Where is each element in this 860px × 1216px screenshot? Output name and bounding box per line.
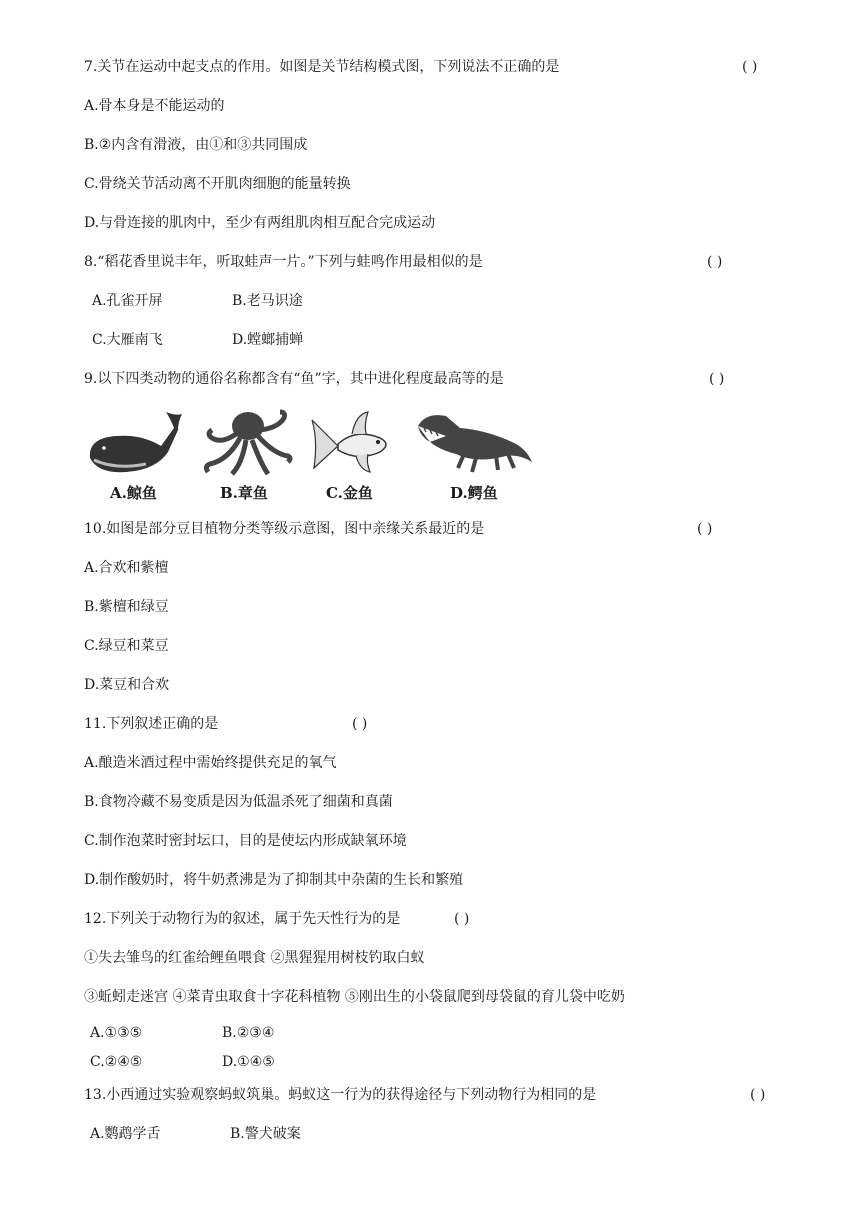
q13-answer-paren: ( ) (750, 1087, 766, 1103)
q9-caption-d: D.鳄鱼 (450, 484, 498, 502)
q10-option-d: D.菜豆和合欢 (84, 677, 170, 693)
q11-option-a: A.酿造米酒过程中需始终提供充足的氧气 (84, 755, 337, 771)
q8-option-a: A.孔雀开屏 (92, 293, 163, 309)
q8-answer-paren: ( ) (707, 254, 723, 270)
q13-stem: 13.小西通过实验观察蚂蚁筑巢。蚂蚁这一行为的获得途径与下列动物行为相同的是 (84, 1087, 597, 1103)
q12-option-d: D.①④⑤ (222, 1054, 275, 1070)
q10-stem: 10.如图是部分豆目植物分类等级示意图，图中亲缘关系最近的是 (84, 521, 485, 537)
q11-stem: 11.下列叙述正确的是 (84, 716, 219, 732)
q7-option-c: C.骨绕关节活动离不开肌肉细胞的能量转换 (84, 176, 351, 192)
q12-statements-1: ①失去雏鸟的红雀给鲤鱼喂食 ②黑猩猩用树枝钓取白蚁 (84, 950, 425, 966)
q7-answer-paren: ( ) (742, 59, 758, 75)
q9-animal-figure (84, 404, 544, 504)
q9-answer-paren: ( ) (709, 371, 725, 387)
octopus-icon (202, 404, 294, 480)
q13-option-b: B.警犬破案 (230, 1126, 301, 1142)
q7-option-b: B.②内含有滑液，由①和③共同围成 (84, 137, 308, 153)
q7-option-a: A.骨本身是不能运动的 (84, 98, 225, 114)
q11-answer-paren: ( ) (352, 716, 368, 732)
q12-answer-paren: ( ) (454, 911, 470, 927)
q12-option-c: C.②④⑤ (90, 1054, 143, 1070)
q12-option-b: B.②③④ (222, 1025, 275, 1041)
q9-caption-b: B.章鱼 (220, 484, 268, 502)
q8-option-d: D.螳螂捕蝉 (232, 332, 304, 348)
q11-option-d: D.制作酸奶时，将牛奶煮沸是为了抑制其中杂菌的生长和繁殖 (84, 872, 464, 888)
q11-option-b: B.食物冷藏不易变质是因为低温杀死了细菌和真菌 (84, 794, 393, 810)
q10-option-c: C.绿豆和菜豆 (84, 638, 169, 654)
q7-stem: 7.关节在运动中起支点的作用。如图是关节结构模式图，下列说法不正确的是 (84, 59, 560, 75)
q7-option-d: D.与骨连接的肌肉中，至少有两组肌肉相互配合完成运动 (84, 215, 436, 231)
q8-option-b: B.老马识途 (232, 293, 303, 309)
q10-answer-paren: ( ) (697, 521, 713, 537)
crocodile-icon (416, 406, 534, 478)
q12-option-a: A.①③⑤ (90, 1025, 143, 1041)
q10-option-b: B.紫檀和绿豆 (84, 599, 169, 615)
q12-statements-2: ③蚯蚓走迷宫 ④菜青虫取食十字花科植物 ⑤刚出生的小袋鼠爬到母袋鼠的育儿袋中吃奶 (84, 989, 625, 1005)
q9-caption-a: A.鲸鱼 (110, 484, 157, 502)
q8-option-c: C.大雁南飞 (92, 332, 163, 348)
goldfish-icon (308, 410, 400, 474)
whale-icon (86, 408, 186, 480)
q12-stem: 12.下列关于动物行为的叙述，属于先天性行为的是 (84, 911, 401, 927)
q11-option-c: C.制作泡菜时密封坛口，目的是使坛内形成缺氧环境 (84, 833, 407, 849)
q9-caption-c: C.金鱼 (326, 484, 373, 502)
q9-stem: 9.以下四类动物的通俗名称都含有“鱼”字，其中进化程度最高等的是 (84, 371, 504, 387)
q8-stem: 8.“稻花香里说丰年，听取蛙声一片。”下列与蛙鸣作用最相似的是 (84, 254, 483, 270)
q13-option-a: A.鹦鹉学舌 (90, 1126, 161, 1142)
q10-option-a: A.合欢和紫檀 (84, 560, 169, 576)
